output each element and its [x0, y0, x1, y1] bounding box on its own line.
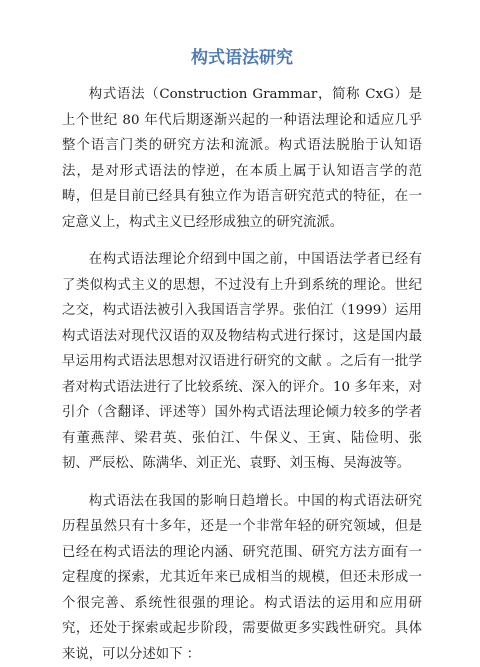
paragraph-2: 在构式语法理论介绍到中国之前，中国语法学者已经有了类似构式主义的思想，不过没有上升到系统的理论。世纪之交，构式语法被引入我国语言学界。张伯江（1999）运用构式语法对现代汉语的双及物结构式进行探讨，这是国内最早运用构式语法思想对汉语进行研究的文献 。之后有一批学者对构式语法进行了比较系统、深入的评介。10 多年来，对引介（含翻译、评述等）国外构式语法理论倾力较多的学者有董燕萍、梁君英、张伯江、牛保义、王寅、陆俭明、张韧、严辰松、陈满华、刘正光、袁野、刘玉梅、吴海波等。 — [62, 247, 422, 477]
paragraph-3: 构式语法在我国的影响日趋增长。中国的构式语法研究历程虽然只有十多年，还是一个非常年轻的研究领域，但是已经在构式语法的理论内涵、研究范围、研究方法方面有一定程度的探索，尤其近年来已成相当的规模，但还未形成一个很完善、系统性很强的理论。构式语法的运用和应用研究，还处于探索或起步阶段，需要做更多实践性研究。具体来说，可以分述如下 ： — [62, 489, 422, 667]
document-title: 构式语法研究 — [62, 46, 422, 70]
paragraph-1: 构式语法（Construction Grammar，简称 CxG）是上个世纪 80 年代后期逐渐兴起的一种语法理论和适应几乎整个语言门类的研究方法和流派。构式语法脱胎于认知语法，是对形式语法的悖逆，在本质上属于认知语言学的范畴，但是目前已经具有独立作为语言研究范式的特征，在一定意义上，构式主义已经形成独立的研究流派。 — [62, 82, 422, 235]
